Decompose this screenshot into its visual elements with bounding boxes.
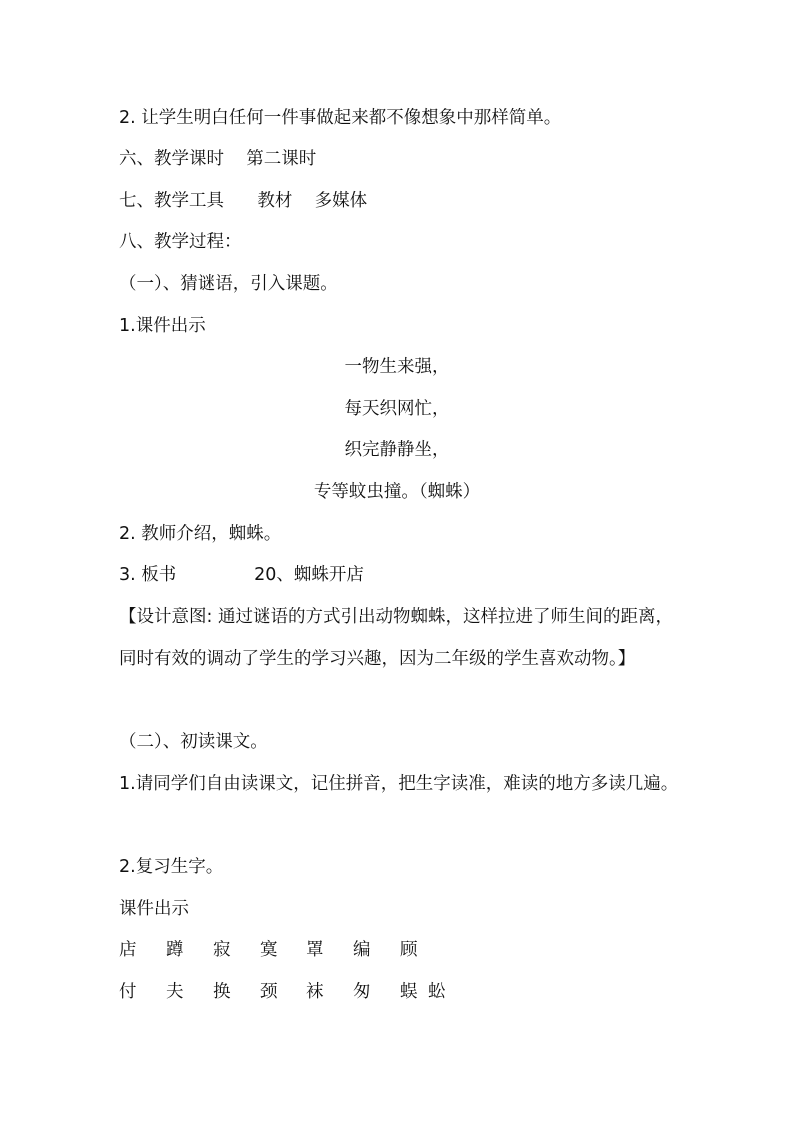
riddle-line-1: 一物生来强， — [344, 357, 450, 377]
character: 蜈 — [400, 982, 418, 1002]
step-1-item-3: 3. 板书 20、蜘蛛开店 — [119, 565, 364, 585]
step-2-title: （二）、初读课文。 — [119, 732, 268, 752]
character: 匆 — [353, 982, 371, 1002]
section-7-teaching-tools: 七、教学工具 教材 多媒体 — [119, 191, 368, 211]
character: 顾 — [400, 940, 418, 960]
step-1-item-1: 1.课件出示 — [119, 316, 206, 336]
character: 夫 — [166, 982, 184, 1002]
character: 蚣 — [428, 982, 446, 1002]
character: 寞 — [260, 940, 278, 960]
character: 颈 — [260, 982, 278, 1002]
character: 寂 — [213, 940, 231, 960]
riddle-line-3: 织完静静坐， — [344, 440, 450, 460]
character: 换 — [213, 982, 231, 1002]
courseware-label: 课件出示 — [119, 899, 189, 919]
riddle-line-2: 每天织网忙， — [344, 399, 450, 419]
step-2-item-2: 2.复习生字。 — [119, 857, 224, 877]
step-1-item-2: 2. 教师介绍，蜘蛛。 — [119, 524, 282, 544]
character: 蹲 — [166, 940, 184, 960]
step-1-title: （一）、猜谜语，引入课题。 — [119, 274, 338, 294]
design-intent: 【设计意图: 通过谜语的方式引出动物蜘蛛，这样拉进了师生间的距离，同时有效的调动了学生的学习兴趣，因为二年级的学生喜欢动物。】 — [119, 607, 673, 669]
character: 罩 — [306, 940, 324, 960]
section-8-teaching-process: 八、教学过程： — [119, 232, 242, 252]
character: 袜 — [306, 982, 324, 1002]
riddle-line-4: 专等蚊虫撞。（蜘蛛） — [313, 482, 481, 502]
step-2-item-1: 1.请同学们自由读课文，记住拼音，把生字读准，难读的地方多读几遍。 — [119, 774, 679, 794]
character: 编 — [353, 940, 371, 960]
character: 付 — [119, 982, 137, 1002]
section-6-lesson-hours: 六、教学课时 第二课时 — [119, 149, 317, 169]
character: 店 — [119, 940, 137, 960]
goal-2: 2. 让学生明白任何一件事做起来都不像想象中那样简单。 — [119, 108, 562, 128]
